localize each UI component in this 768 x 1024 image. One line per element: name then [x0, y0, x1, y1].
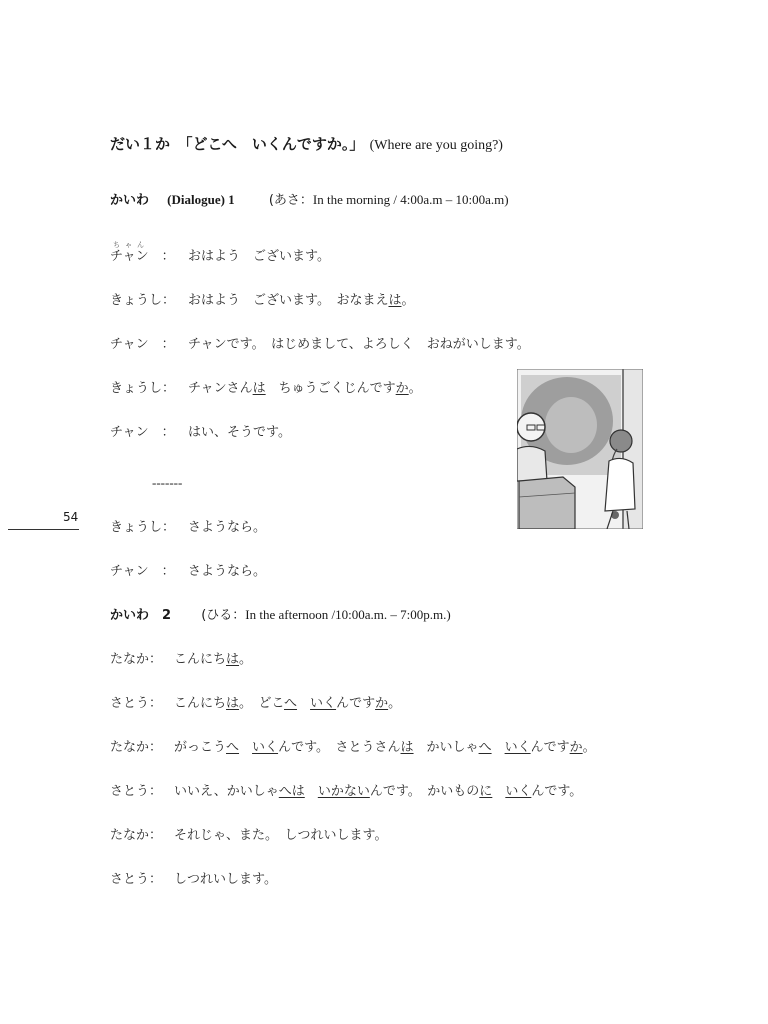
line-text: [297, 696, 310, 711]
speaker-label: チャン ：: [110, 425, 175, 440]
line-text: おはよう ございます。 おなまえ: [188, 293, 389, 308]
line-text: 。: [239, 652, 253, 667]
particle-underlined: いく: [505, 784, 532, 799]
furigana: ちゃん: [113, 241, 149, 249]
speaker-label: きょうし：: [110, 381, 176, 396]
line-text: チャンさん: [188, 381, 253, 396]
lesson-title-en: (Where are you going?): [369, 138, 503, 153]
line-text: おはよう ございます。: [188, 249, 330, 264]
particle-underlined: いく: [310, 696, 337, 711]
dialogue-line: [110, 289, 415, 308]
speaker-label: チャン ：: [110, 249, 175, 264]
section-2-note-en: In the afternoon /10:00a.m. – 7:00p.m.): [245, 607, 451, 622]
dialogue-line: [110, 516, 266, 535]
lesson-title: [110, 133, 503, 154]
particle-underlined: は: [252, 381, 266, 396]
line-text: んです。: [531, 784, 583, 799]
speaker-label: たなか：: [110, 740, 163, 755]
speaker-label: さとう：: [110, 696, 163, 711]
line-text: 。: [388, 696, 402, 711]
line-text: んです: [530, 740, 570, 755]
line-text: チャンです。 はじめまして、よろしく おねがいします。: [188, 337, 530, 352]
dialogue-line: [110, 824, 387, 843]
line-text: んです。 さとうさん: [278, 740, 401, 755]
section-1-label: かいわ: [110, 193, 150, 208]
dialogue-line: [110, 736, 596, 755]
line-text: 。: [401, 293, 415, 308]
particle-underlined: は: [388, 293, 402, 308]
section-1-note-jp: (あさ：: [268, 193, 313, 208]
speaker-label: チャン ：: [110, 564, 175, 579]
line-text: [492, 784, 505, 799]
dialogue-line: [110, 692, 401, 711]
particle-underlined: に: [479, 784, 493, 799]
line-text: んです。 かいもの: [369, 784, 480, 799]
particle-underlined: へ: [478, 740, 492, 755]
speaker-label: さとう：: [110, 872, 163, 887]
dialogue-line: [110, 377, 422, 396]
speaker-label: たなか：: [110, 828, 163, 843]
line-text: かいしゃ: [413, 740, 479, 755]
line-text: さようなら。: [188, 564, 267, 579]
particle-underlined: へ: [284, 696, 298, 711]
line-text: [305, 784, 318, 799]
classroom-illustration: [517, 369, 643, 529]
line-text: [492, 740, 505, 755]
dialogue-separator: -------: [152, 475, 183, 490]
particle-underlined: いかない: [317, 784, 370, 799]
dialogue-line: [110, 868, 277, 887]
speaker-label: きょうし：: [110, 293, 176, 308]
line-text: こんにち: [174, 652, 227, 667]
page-number: 54: [63, 510, 79, 524]
speaker-label: たなか：: [110, 652, 163, 667]
speaker-label: さとう：: [110, 784, 163, 799]
dialogue-line: [110, 245, 330, 264]
particle-underlined: いく: [252, 740, 279, 755]
line-text: はい、そうです。: [188, 425, 291, 440]
line-text: こんにち: [174, 696, 227, 711]
dialogue-line: [110, 780, 582, 799]
section-2-heading: [110, 604, 451, 623]
particle-underlined: へは: [278, 784, 305, 799]
line-text: それじゃ、また。 しつれいします。: [174, 828, 388, 843]
line-text: いいえ、かいしゃ: [174, 784, 279, 799]
particle-underlined: か: [569, 740, 583, 755]
particle-underlined: は: [400, 740, 414, 755]
particle-underlined: は: [226, 696, 240, 711]
speaker-label: きょうし：: [110, 520, 176, 535]
dialogue-line: [110, 648, 252, 667]
line-text: 。: [408, 381, 422, 396]
section-2-label: かいわ 2: [110, 608, 172, 623]
section-1-heading: [110, 189, 509, 208]
line-text: 。: [582, 740, 596, 755]
particle-underlined: へ: [226, 740, 240, 755]
line-text: 。 どこ: [239, 696, 285, 711]
particle-underlined: か: [375, 696, 389, 711]
dialogue-line: [110, 560, 266, 579]
lesson-title-jp: だい１か 「どこへ いくんですか。」: [110, 135, 365, 153]
particle-underlined: は: [226, 652, 240, 667]
line-text: ちゅうごくじんです: [265, 381, 396, 396]
particle-underlined: いく: [504, 740, 531, 755]
section-1-note-en: In the morning / 4:00a.m – 10:00a.m): [312, 192, 509, 207]
dialogue-line: [110, 333, 530, 352]
dialogue-line: [110, 421, 291, 440]
line-text: [239, 740, 252, 755]
line-text: がっこう: [174, 740, 227, 755]
particle-underlined: か: [395, 381, 409, 396]
line-text: んです: [336, 696, 376, 711]
page-number-rule: [8, 529, 79, 530]
line-text: しつれいします。: [174, 872, 277, 887]
speaker-label: チャン ：: [110, 337, 175, 352]
section-2-note-jp: (ひる：: [201, 608, 246, 623]
section-1-sub: (Dialogue) 1: [167, 192, 235, 207]
line-text: さようなら。: [188, 520, 267, 535]
